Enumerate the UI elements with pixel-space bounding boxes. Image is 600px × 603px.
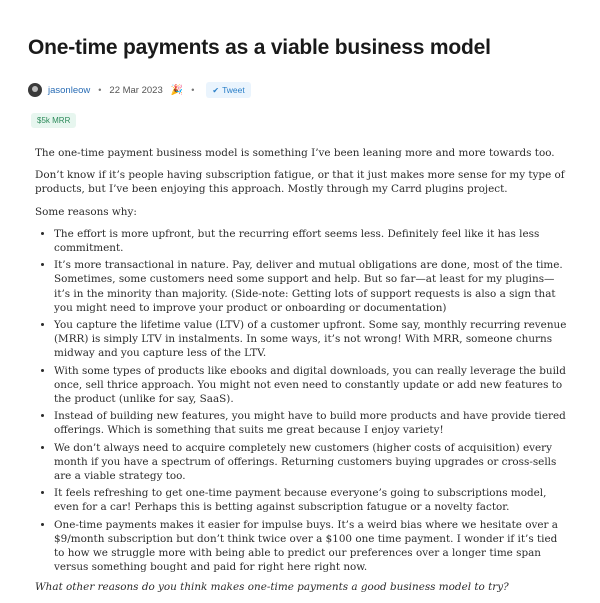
list-item: • The effort is more upfront, but the recurring effort seems less. Definitely feel like it has less commitment. xyxy=(54,227,570,255)
list-item: • You capture the lifetime value (LTV) of a customer upfront. Some say, monthly recurring revenue (MRR) is simply LTV in instalments. In some ways, it’s not wrong! With MRR, someone churns midway and you capture less of the LTV. xyxy=(54,318,570,361)
separator-dot: • xyxy=(191,85,195,95)
list-item: • One-time payments makes it easier for impulse buys. It’s a weird bias where we hesitate over a $9/month subscription but don’t think twice over a $100 one time payment. I wonder if it’s tied to how we struggle more with being able to predict our preferences over a longer time span versus something bought and paid for right here right now. xyxy=(54,518,570,575)
reasons-list xyxy=(35,227,570,575)
second-paragraph: Don’t know if it’s people having subscription fatigue, or that it just makes more sense for my type of products, but I’ve been enjoying this approach. Mostly through my Carrd plugins project. xyxy=(35,169,565,196)
author-link[interactable]: jasonleow xyxy=(48,84,91,96)
author-avatar[interactable] xyxy=(28,83,42,97)
party-popper-icon[interactable]: 🎉 xyxy=(170,84,184,96)
twitter-bird-icon: ✔ xyxy=(212,85,220,95)
list-item: • It feels refreshing to get one-time payment because everyone’s going to subscriptions model, even for a car! Perhaps this is betting against subscription fatugue or a novelty factor. xyxy=(54,486,570,514)
separator-dot: • xyxy=(98,85,102,95)
intro-paragraph: The one-time payment business model is something I’ve been leaning more and more towards too. xyxy=(35,147,555,159)
tag-badge[interactable]: $5k MRR xyxy=(31,113,76,128)
page-title: One-time payments as a viable business model xyxy=(28,36,491,59)
list-item: • We don’t always need to acquire completely new customers (higher costs of acquisition) every month if you have a spectrum of offerings. Returning customers buying upgrades or cross-sells are a viable strategy too. xyxy=(54,441,570,484)
post-meta xyxy=(28,80,251,100)
list-item: • Instead of building new features, you might have to build more products and have provide tiered offerings. Which is something that suits me great because I enjoy variety! xyxy=(54,409,570,437)
article-body xyxy=(35,146,570,603)
list-item: • With some types of products like ebooks and digital downloads, you can really leverage the build once, sell thrice approach. You might not even need to constantly update or add new features to the product (unlike for say, SaaS). xyxy=(54,364,570,407)
tweet-label: Tweet xyxy=(222,85,245,95)
closing-question: What other reasons do you think makes one-time payments a good business model to try? xyxy=(35,581,509,594)
post-date: 22 Mar 2023 xyxy=(109,84,163,96)
reasons-heading: Some reasons why: xyxy=(35,205,137,218)
tweet-button[interactable] xyxy=(206,82,250,98)
list-item: • It’s more transactional in nature. Pay, deliver and mutual obligations are done, most of the time. Sometimes, some customers need some support and help. But so far—at least for my plugins—it’s in the minority than majority. (Side-note: Getting lots of support requests is also a sign that you might need to improve your product or onboarding or documentation) xyxy=(54,258,570,315)
